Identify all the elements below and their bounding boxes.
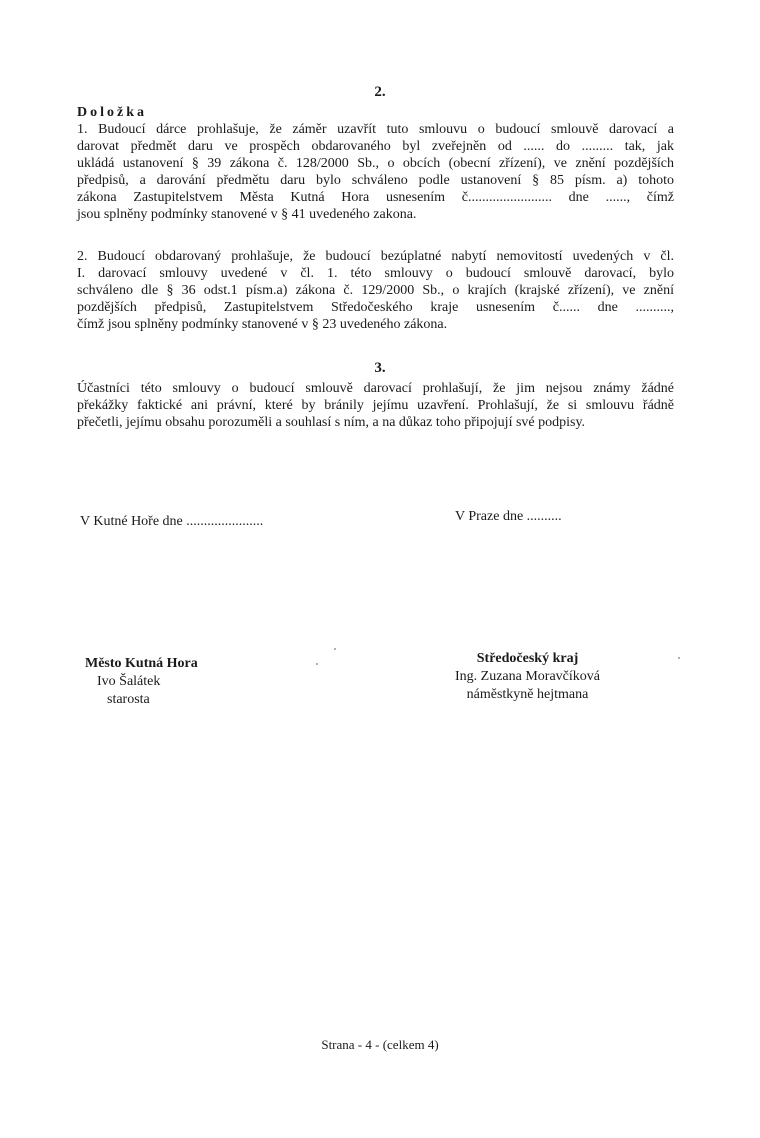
text-line: jsou splněny podmínky stanovené v § 41 uvedeného zakona. [77,207,417,222]
scan-speck [334,648,336,650]
text-line: 2. Budoucí obdarovaný prohlašuje, že budoucí bezúplatné nabytí nemovitostí uvedených v čl. [77,249,674,264]
place-date-right: V Praze dne .......... [455,509,562,524]
text-line: 1. Budoucí dárce prohlašuje, že záměr uzavřít tuto smlouvu o budoucí smlouvě darovací a [77,122,674,137]
text-line: předpisů, a darování předmětu daru bylo schváleno podle ustanovení § 85 písm. a) tohoto [77,173,674,188]
text-line: pozdějších předpisů, Zastupitelstvem Středočeského kraje usnesením č...... dne .........., [77,300,674,315]
clause-paragraph-2 [77,248,674,333]
signatory-role: starosta [107,692,150,707]
signatory-name: Ivo Šalátek [97,674,161,689]
signatory-organization: Středočeský kraj [476,651,579,666]
text-line: přečetli, jejímu obsahu porozuměli a souhlasí s ním, a na důkaz toho připojují své podpisy. [77,415,586,430]
clause-heading: Doložka [77,105,147,120]
signatory-name: Ing. Zuzana Moravčíková [455,669,600,684]
text-line: darovat předmět daru ve prospěch obdarovaného byl zveřejněn od ...... do ......... tak, jak [77,139,674,154]
clause-paragraph-1 [77,121,674,223]
text-line: zákona Zastupitelstvem Města Kutná Hora usnesením č........................ dne ......, čímž [77,190,674,205]
scan-speck [316,663,318,665]
scan-speck [678,657,680,659]
text-line: Účastníci této smlouvy o budoucí smlouvě darovací prohlašují, že jim nejsou známy žádné [77,381,674,396]
signatory-role: náměstkyně hejtmana [466,687,589,702]
text-line: překážky faktické ani právní, které by bránily jejímu uzavření. Prohlašují, že si smlouvu řádně [77,398,674,413]
text-line: čímž jsou splněny podmínky stanovené v § 23 uvedeného zákona. [77,317,448,332]
signatory-organization: Město Kutná Hora [85,656,198,671]
page-footer: Strana - 4 - (celkem 4) [321,1037,439,1052]
section-3-number: 3. [374,360,386,376]
signature-block-left [85,655,198,709]
place-date-left: V Kutné Hoře dne ...................... [80,514,264,529]
text-line: schváleno dle § 36 odst.1 písm.a) zákona č. 129/2000 Sb., o krajích (krajské zřízení), ve znění [77,283,674,298]
section-2-number: 2. [374,84,386,100]
section-3-paragraph [77,380,674,431]
text-line: ukládá ustanovení § 39 zákona č. 128/2000 Sb., o obcích (obecní zřízení), ve znění pozdějších [77,156,674,171]
text-line: I. darovací smlouvy uvedené v čl. 1. této smlouvy o budoucí smlouvě darovací, bylo [77,266,674,281]
signature-block-right [435,650,620,704]
